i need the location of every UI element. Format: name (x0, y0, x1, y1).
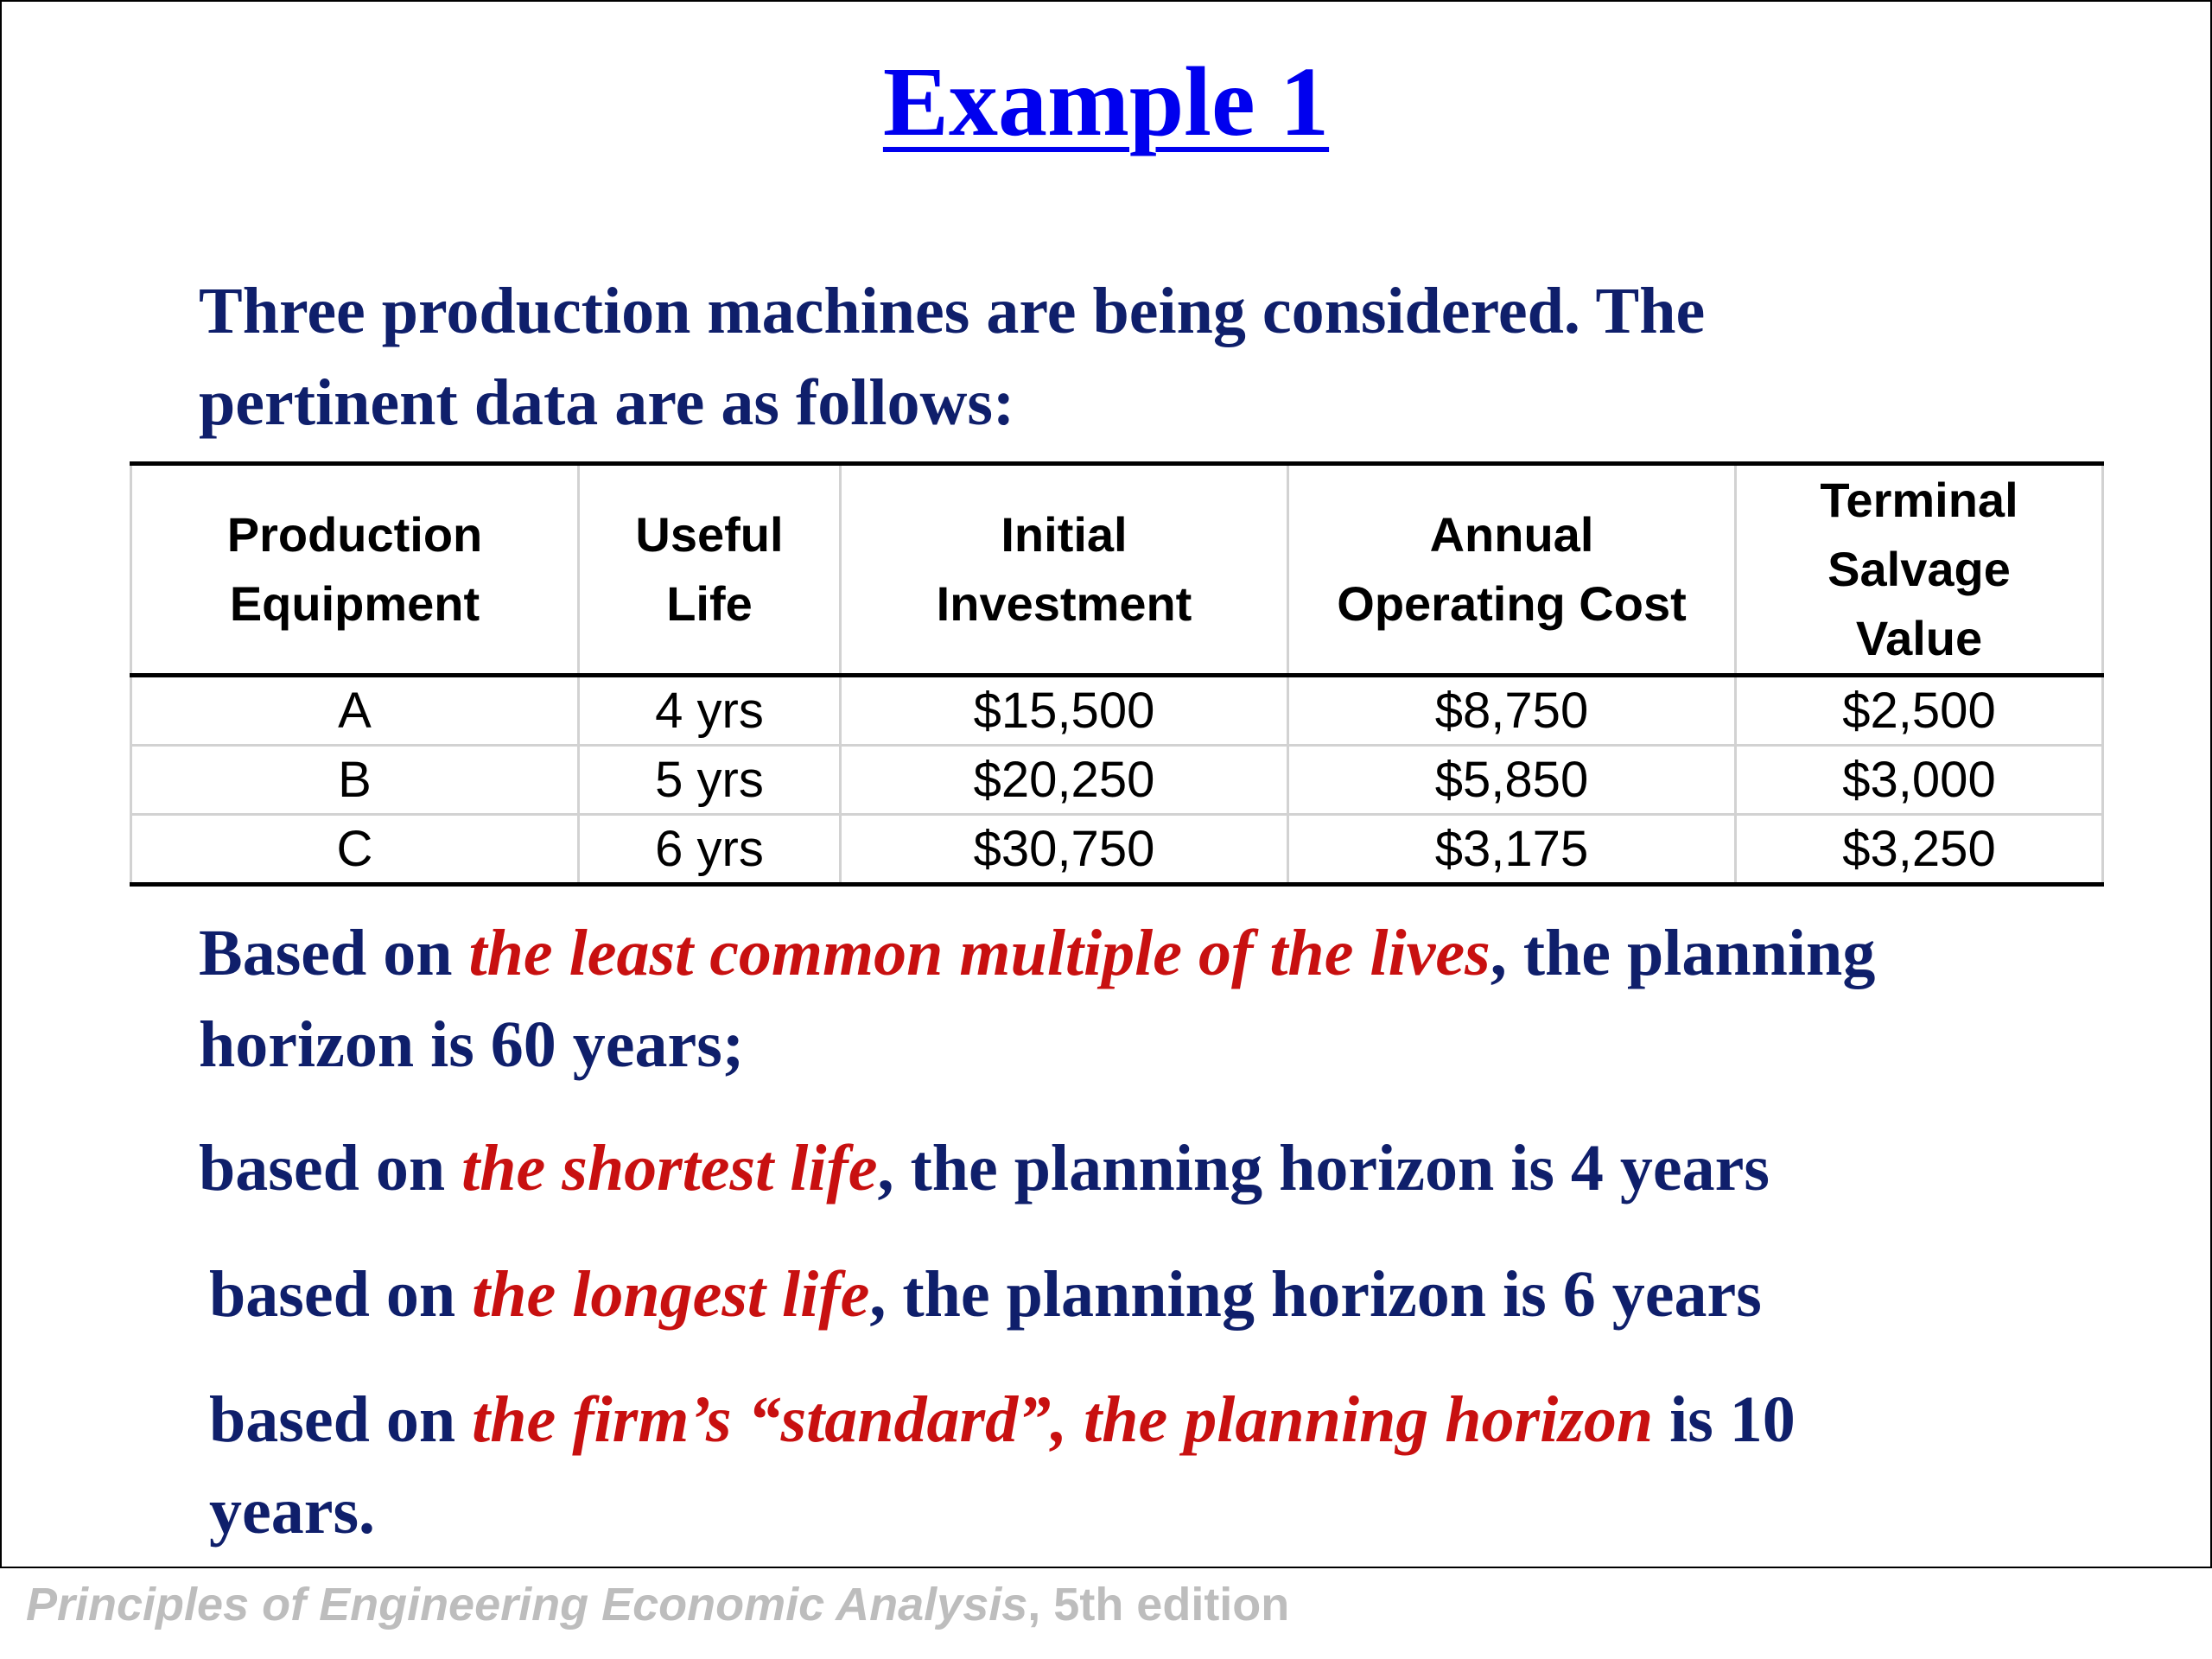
longest-pre: based on (209, 1258, 473, 1331)
standard-line-2: years. (209, 1475, 376, 1548)
cell-salvage-value: $2,500 (1736, 676, 2103, 746)
longest-emphasis: the longest life (472, 1258, 870, 1331)
cell-life: 6 yrs (579, 815, 841, 885)
cell-salvage-value: $3,000 (1736, 746, 2103, 815)
footer-citation (26, 1578, 1289, 1631)
cell-operating-cost: $5,850 (1288, 746, 1736, 815)
table-row (131, 676, 2103, 746)
shortest-emphasis: the shortest life (461, 1132, 878, 1205)
lcm-line-1 (199, 907, 1875, 999)
cell-equipment: C (131, 815, 579, 885)
header-useful-life: Useful Life (579, 464, 841, 676)
standard-post: is 10 (1653, 1383, 1796, 1456)
table-header-row (131, 464, 2103, 676)
lcm-post: , the planning (1490, 917, 1876, 989)
firm-standard-paragraph (209, 1374, 1796, 1557)
cell-salvage-value: $3,250 (1736, 815, 2103, 885)
lcm-pre: Based on (199, 917, 469, 989)
standard-pre: based on (209, 1383, 473, 1456)
shortest-pre: based on (199, 1132, 462, 1205)
equipment-table (130, 461, 2104, 887)
cell-investment: $15,500 (841, 676, 1288, 746)
standard-line-1 (209, 1374, 1796, 1465)
lcm-line-2: horizon is 60 years; (199, 1008, 745, 1081)
cell-investment: $30,750 (841, 815, 1288, 885)
intro-line-1: Three production machines are being considered. The (199, 275, 1706, 347)
header-annual-operating-cost: Annual Operating Cost (1288, 464, 1736, 676)
slide-title: Example 1 (882, 47, 1330, 156)
table-row (131, 815, 2103, 885)
intro-line-2: pertinent data are as follows: (199, 366, 1015, 439)
header-initial-investment: Initial Investment (841, 464, 1288, 676)
longest-life-paragraph (209, 1249, 1762, 1340)
cell-operating-cost: $8,750 (1288, 676, 1736, 746)
cell-equipment: A (131, 676, 579, 746)
footer-book-title: Principles of Engineering Economic Analysis (26, 1579, 1028, 1630)
longest-post: , the planning horizon is 6 years (869, 1258, 1762, 1331)
standard-emphasis: the firm’s “standard”, the planning horizon (472, 1383, 1654, 1456)
cell-investment: $20,250 (841, 746, 1288, 815)
footer-edition: , 5th edition (1027, 1579, 1290, 1630)
header-production-equipment: Production Equipment (131, 464, 579, 676)
table-row (131, 746, 2103, 815)
cell-equipment: B (131, 746, 579, 815)
cell-life: 4 yrs (579, 676, 841, 746)
header-terminal-salvage-value: Terminal Salvage Value (1736, 464, 2103, 676)
cell-life: 5 yrs (579, 746, 841, 815)
intro-paragraph (199, 265, 1705, 448)
cell-operating-cost: $3,175 (1288, 815, 1736, 885)
shortest-life-paragraph (199, 1122, 1770, 1214)
lcm-emphasis: the least common multiple of the lives (468, 917, 1491, 989)
shortest-post: , the planning horizon is 4 years (877, 1132, 1770, 1205)
lcm-paragraph (199, 907, 1875, 1090)
